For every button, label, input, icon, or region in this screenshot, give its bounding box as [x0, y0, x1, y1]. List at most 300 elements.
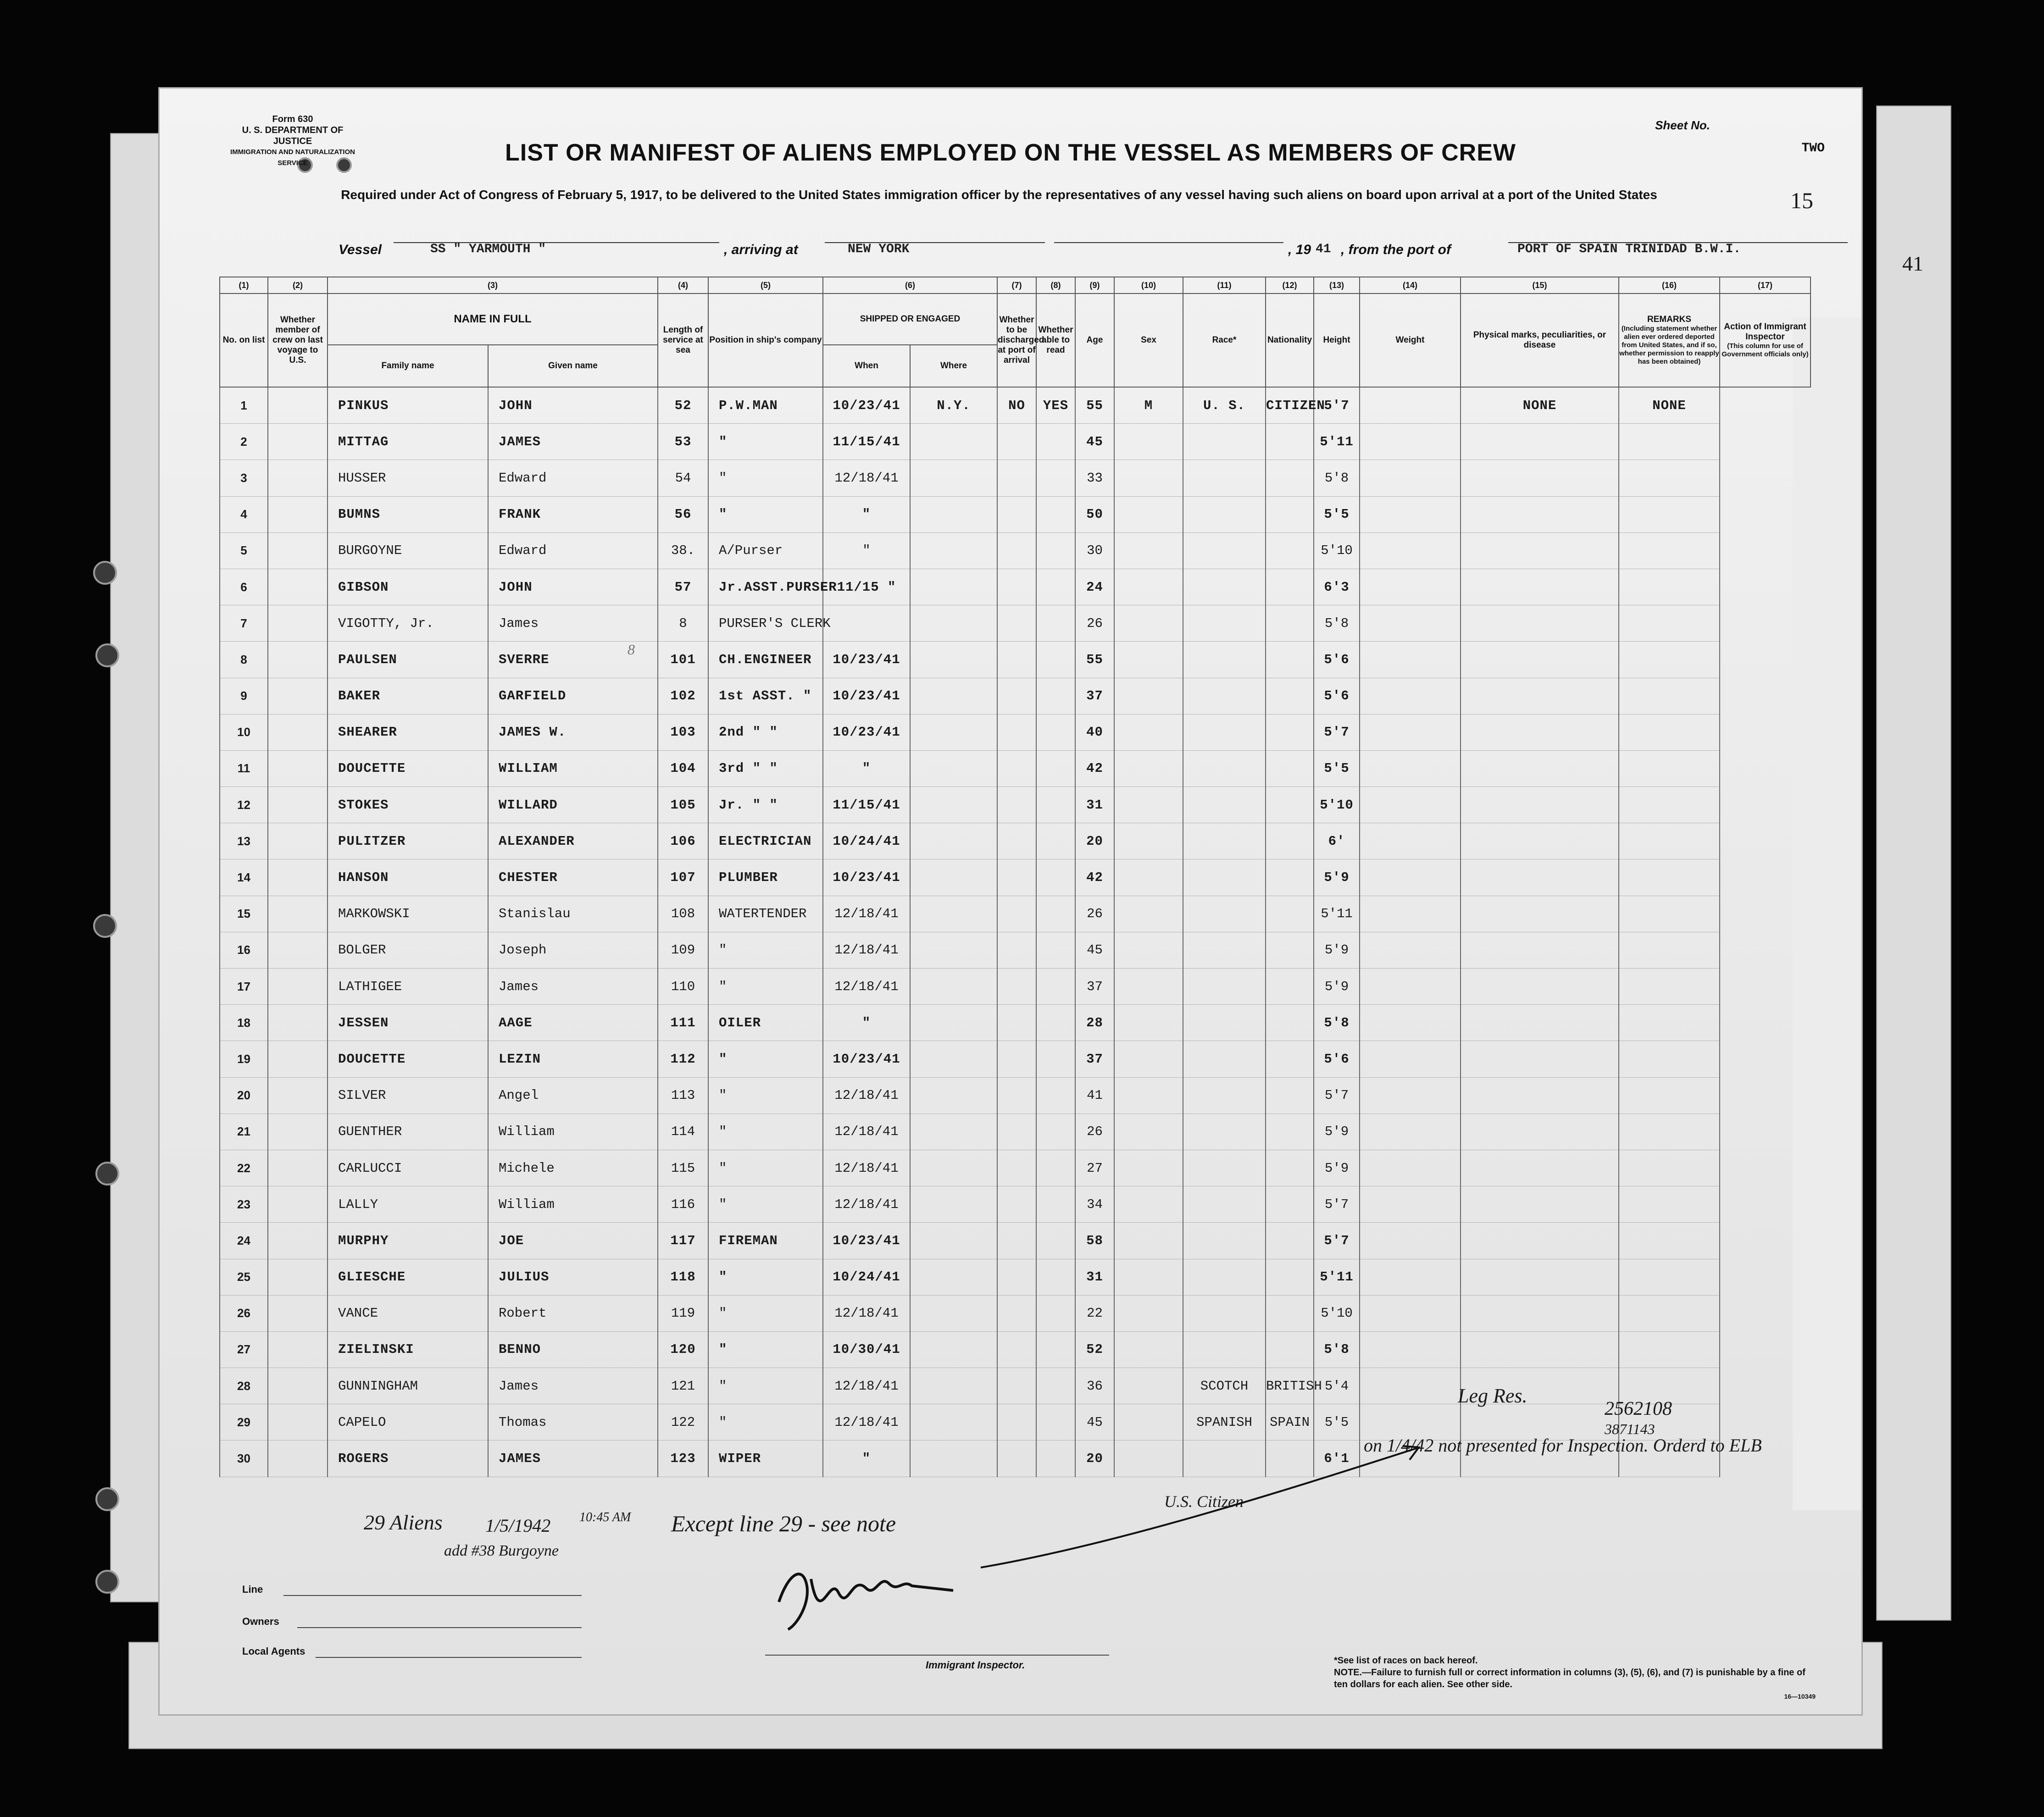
cell-sex	[1114, 714, 1183, 750]
cell-when: 10/24/41	[823, 1259, 910, 1295]
cell-given: JAMES W.	[488, 714, 658, 750]
cell-age: 36	[1075, 1368, 1114, 1404]
cell-family: ROGERS	[328, 1440, 488, 1477]
cell-discharged	[997, 678, 1036, 714]
table-row	[220, 387, 1811, 424]
cell-given: James	[488, 969, 658, 1005]
cell-where	[910, 1186, 997, 1223]
cell-nationality	[1266, 569, 1314, 605]
cell-member	[268, 823, 328, 859]
cell-member	[268, 460, 328, 496]
header-physical-marks: Physical marks, peculiarities, or disease	[1461, 294, 1619, 387]
cell-race	[1183, 1041, 1266, 1077]
cell-where	[910, 532, 997, 569]
table-row	[220, 750, 1811, 787]
cell-nationality	[1266, 932, 1314, 968]
header-height: Height	[1314, 294, 1360, 387]
cell-weight	[1360, 569, 1461, 605]
cell-family: VIGOTTY, Jr.	[328, 605, 488, 642]
cell-read	[1036, 859, 1075, 896]
page-title: LIST OR MANIFEST OF ALIENS EMPLOYED ON THE VESSEL AS MEMBERS OF CREW	[505, 139, 1516, 166]
cell-given: James	[488, 605, 658, 642]
cell-given: William	[488, 1113, 658, 1150]
cell-no: 5	[220, 532, 268, 569]
cell-given: JOHN	[488, 569, 658, 605]
punch-hole	[95, 1487, 119, 1511]
cell-when	[823, 605, 910, 642]
cell-age: 22	[1075, 1295, 1114, 1331]
cell-nationality	[1266, 424, 1314, 460]
sheet-label: Sheet No.	[1655, 118, 1710, 132]
cell-member	[268, 642, 328, 678]
cell-member	[268, 750, 328, 787]
cell-member	[268, 1077, 328, 1113]
cell-service: 101	[658, 642, 708, 678]
cell-race	[1183, 532, 1266, 569]
cell-weight	[1360, 1077, 1461, 1113]
cell-sex	[1114, 1005, 1183, 1041]
cell-marks	[1461, 823, 1619, 859]
punch-hole	[93, 561, 117, 585]
cell-nationality	[1266, 969, 1314, 1005]
cell-position: "	[708, 1295, 823, 1331]
table-row	[220, 823, 1811, 859]
header-race: Race*	[1183, 294, 1266, 387]
table-row	[220, 859, 1811, 896]
cell-service: 113	[658, 1077, 708, 1113]
cell-height: 5'9	[1314, 1150, 1360, 1186]
cell-height: 5'7	[1314, 1223, 1360, 1259]
cell-weight	[1360, 859, 1461, 896]
cell-when: 10/23/41	[823, 387, 910, 424]
cell-age: 26	[1075, 605, 1114, 642]
cell-age: 24	[1075, 569, 1114, 605]
cell-weight	[1360, 714, 1461, 750]
cell-service: 56	[658, 496, 708, 532]
cell-remarks	[1619, 1259, 1720, 1295]
cell-service: 104	[658, 750, 708, 787]
cell-height: 5'11	[1314, 424, 1360, 460]
cell-remarks	[1619, 532, 1720, 569]
cell-height: 5'8	[1314, 605, 1360, 642]
cell-position: P.W.MAN	[708, 387, 823, 424]
cell-age: 27	[1075, 1150, 1114, 1186]
cell-family: PAULSEN	[328, 642, 488, 678]
column-number-row	[220, 277, 1811, 294]
cell-when: "	[823, 496, 910, 532]
cell-family: GLIESCHE	[328, 1259, 488, 1295]
cell-service: 102	[658, 678, 708, 714]
cell-height: 5'7	[1314, 714, 1360, 750]
cell-member	[268, 569, 328, 605]
cell-read	[1036, 1404, 1075, 1440]
cell-member	[268, 932, 328, 968]
cell-discharged	[997, 1041, 1036, 1077]
cell-read	[1036, 1077, 1075, 1113]
cell-where	[910, 1368, 997, 1404]
cell-weight	[1360, 387, 1461, 424]
cell-age: 37	[1075, 1041, 1114, 1077]
cell-family: STOKES	[328, 787, 488, 823]
cell-position: "	[708, 969, 823, 1005]
cell-remarks: NONE	[1619, 387, 1720, 424]
cell-no: 27	[220, 1331, 268, 1368]
cell-when: 10/23/41	[823, 678, 910, 714]
cell-when: 10/24/41	[823, 823, 910, 859]
cell-weight	[1360, 896, 1461, 932]
cell-member	[268, 387, 328, 424]
cell-position: 1st ASST. "	[708, 678, 823, 714]
cell-member	[268, 1005, 328, 1041]
cell-when: 12/18/41	[823, 1150, 910, 1186]
cell-marks	[1461, 642, 1619, 678]
cell-no: 22	[220, 1150, 268, 1186]
table-row	[220, 1041, 1811, 1077]
table-row	[220, 969, 1811, 1005]
cell-member	[268, 532, 328, 569]
cell-when: 10/23/41	[823, 1041, 910, 1077]
owners-underline	[297, 1627, 582, 1628]
cell-when: 12/18/41	[823, 1404, 910, 1440]
header-position: Position in ship's company	[708, 294, 823, 387]
form-number: Form 630 U. S. DEPARTMENT OF JUSTICE IMMIGRATION AND NATURALIZATION SERVICE	[230, 114, 355, 167]
cell-sex	[1114, 1077, 1183, 1113]
cell-no: 7	[220, 605, 268, 642]
cell-remarks	[1619, 1113, 1720, 1150]
cell-when: 10/23/41	[823, 642, 910, 678]
col-num: (14)	[1360, 277, 1461, 294]
cell-read	[1036, 714, 1075, 750]
cell-given: Angel	[488, 1077, 658, 1113]
cell-where	[910, 932, 997, 968]
header-whether-member: Whether member of crew on last voyage to U.S.	[268, 294, 328, 387]
table-body	[220, 387, 1811, 1477]
cell-height: 5'5	[1314, 750, 1360, 787]
table-row	[220, 1223, 1811, 1259]
cell-weight	[1360, 750, 1461, 787]
col-num: (12)	[1266, 277, 1314, 294]
cell-family: ZIELINSKI	[328, 1331, 488, 1368]
cell-marks	[1461, 605, 1619, 642]
cell-nationality	[1266, 1150, 1314, 1186]
cell-given: BENNO	[488, 1331, 658, 1368]
cell-family: BUMNS	[328, 496, 488, 532]
cell-where	[910, 424, 997, 460]
cell-family: HUSSER	[328, 460, 488, 496]
time-note: 10:45 AM	[579, 1510, 631, 1524]
cell-given: FRANK	[488, 496, 658, 532]
manifest-page	[158, 87, 1923, 1716]
cell-nationality	[1266, 1295, 1314, 1331]
cell-marks	[1461, 1150, 1619, 1186]
year-prefix: , 19	[1288, 242, 1311, 257]
cell-age: 40	[1075, 714, 1114, 750]
arriving-value: NEW YORK	[848, 242, 910, 256]
col-num: (8)	[1036, 277, 1075, 294]
cell-given: James	[488, 1368, 658, 1404]
vessel-label: Vessel	[339, 242, 382, 257]
cell-age: 45	[1075, 1404, 1114, 1440]
cell-remarks	[1619, 569, 1720, 605]
cell-position: WATERTENDER	[708, 896, 823, 932]
cell-service: 116	[658, 1186, 708, 1223]
cell-family: JESSEN	[328, 1005, 488, 1041]
cell-weight	[1360, 678, 1461, 714]
cell-race	[1183, 1295, 1266, 1331]
cell-nationality: BRITISH	[1266, 1368, 1314, 1404]
punch-hole	[95, 643, 119, 667]
cell-weight	[1360, 969, 1461, 1005]
cell-nationality	[1266, 678, 1314, 714]
cell-no: 26	[220, 1295, 268, 1331]
cell-where	[910, 569, 997, 605]
cell-height: 5'9	[1314, 859, 1360, 896]
cell-height: 5'6	[1314, 678, 1360, 714]
cell-nationality	[1266, 859, 1314, 896]
cell-service: 114	[658, 1113, 708, 1150]
cell-marks	[1461, 496, 1619, 532]
cell-no: 4	[220, 496, 268, 532]
cell-weight	[1360, 424, 1461, 460]
cell-discharged	[997, 642, 1036, 678]
cell-no: 28	[220, 1368, 268, 1404]
cell-family: PINKUS	[328, 387, 488, 424]
cell-no: 11	[220, 750, 268, 787]
cell-family: VANCE	[328, 1295, 488, 1331]
col-num: (16)	[1619, 277, 1720, 294]
cell-nationality	[1266, 1259, 1314, 1295]
cell-when: 12/18/41	[823, 1368, 910, 1404]
cell-nationality	[1266, 532, 1314, 569]
cell-no: 24	[220, 1223, 268, 1259]
cell-family: CARLUCCI	[328, 1150, 488, 1186]
cell-discharged	[997, 1259, 1036, 1295]
cell-age: 31	[1075, 787, 1114, 823]
cell-age: 31	[1075, 1259, 1114, 1295]
cell-race	[1183, 1150, 1266, 1186]
cell-race	[1183, 1186, 1266, 1223]
cell-age: 30	[1075, 532, 1114, 569]
cell-marks	[1461, 1186, 1619, 1223]
table-row	[220, 1368, 1811, 1404]
cell-sex	[1114, 1150, 1183, 1186]
cell-race	[1183, 1331, 1266, 1368]
cell-when: "	[823, 750, 910, 787]
cell-position: "	[708, 1259, 823, 1295]
cell-where	[910, 823, 997, 859]
count-note: 29 Aliens	[364, 1511, 443, 1534]
cell-remarks	[1619, 1331, 1720, 1368]
cell-position: "	[708, 1404, 823, 1440]
cell-weight	[1360, 787, 1461, 823]
cell-age: 20	[1075, 1440, 1114, 1477]
cell-race	[1183, 1223, 1266, 1259]
cell-family: PULITZER	[328, 823, 488, 859]
except-note: Except line 29 - see note	[671, 1511, 896, 1536]
owners-label: Owners	[242, 1616, 279, 1627]
cell-position: "	[708, 1077, 823, 1113]
cell-member	[268, 1259, 328, 1295]
cell-no: 3	[220, 460, 268, 496]
from-underline	[1508, 242, 1848, 243]
cell-position: Jr.ASST.PURSER	[708, 569, 823, 605]
cell-nationality: SPAIN	[1266, 1404, 1314, 1440]
col-num: (7)	[997, 277, 1036, 294]
cell-weight	[1360, 460, 1461, 496]
crew-manifest-table	[219, 277, 1811, 1477]
col-num: (1)	[220, 277, 268, 294]
cell-no: 13	[220, 823, 268, 859]
cell-read	[1036, 1259, 1075, 1295]
cell-service: 109	[658, 932, 708, 968]
cell-marks	[1461, 932, 1619, 968]
cell-member	[268, 1331, 328, 1368]
cell-no: 20	[220, 1077, 268, 1113]
cell-member	[268, 605, 328, 642]
cell-no: 8	[220, 642, 268, 678]
cell-weight	[1360, 1041, 1461, 1077]
cell-race	[1183, 896, 1266, 932]
cell-age: 45	[1075, 424, 1114, 460]
cell-remarks	[1619, 642, 1720, 678]
cell-age: 33	[1075, 460, 1114, 496]
cell-no: 10	[220, 714, 268, 750]
cell-race	[1183, 1259, 1266, 1295]
cell-member	[268, 1223, 328, 1259]
cell-sex	[1114, 896, 1183, 932]
cell-sex	[1114, 460, 1183, 496]
cell-height: 5'7	[1314, 387, 1360, 424]
cell-read	[1036, 932, 1075, 968]
cell-height: 5'11	[1314, 896, 1360, 932]
cell-sex	[1114, 605, 1183, 642]
cell-family: HANSON	[328, 859, 488, 896]
table-row	[220, 1186, 1811, 1223]
table-row	[220, 605, 1811, 642]
cell-when: "	[823, 1005, 910, 1041]
not-presented-note: on 1/4/42 not presented for Inspection. Orderd to ELB	[1364, 1435, 1762, 1456]
cell-discharged	[997, 1295, 1036, 1331]
cell-no: 2	[220, 424, 268, 460]
cell-when: 12/18/41	[823, 1113, 910, 1150]
cell-remarks	[1619, 496, 1720, 532]
cell-weight	[1360, 1259, 1461, 1295]
header-length-service: Length of service at sea	[658, 294, 708, 387]
cell-remarks	[1619, 460, 1720, 496]
cell-member	[268, 678, 328, 714]
cell-weight	[1360, 1113, 1461, 1150]
agents-label: Local Agents	[242, 1645, 305, 1657]
cell-height: 5'7	[1314, 1186, 1360, 1223]
cell-given: GARFIELD	[488, 678, 658, 714]
cell-no: 17	[220, 969, 268, 1005]
cell-marks	[1461, 859, 1619, 896]
header-row-1	[220, 294, 1811, 345]
row-mark: 8	[628, 641, 635, 658]
date-underline	[1054, 242, 1283, 243]
cell-family: BURGOYNE	[328, 532, 488, 569]
cell-read	[1036, 569, 1075, 605]
cell-discharged	[997, 460, 1036, 496]
vessel-line	[339, 242, 1852, 260]
cell-sex	[1114, 532, 1183, 569]
cell-no: 25	[220, 1259, 268, 1295]
cell-given: JOHN	[488, 387, 658, 424]
cell-when: 12/18/41	[823, 1077, 910, 1113]
cell-position: "	[708, 1331, 823, 1368]
cell-sex	[1114, 569, 1183, 605]
punch-hole	[93, 914, 117, 938]
cell-when: "	[823, 532, 910, 569]
cell-discharged	[997, 496, 1036, 532]
cell-where	[910, 1041, 997, 1077]
cell-remarks	[1619, 605, 1720, 642]
cell-sex	[1114, 859, 1183, 896]
from-value: PORT OF SPAIN TRINIDAD B.W.I.	[1517, 242, 1741, 256]
cell-sex	[1114, 1113, 1183, 1150]
side-number: 41	[1902, 252, 1923, 275]
cell-marks	[1461, 678, 1619, 714]
cell-height: 6'3	[1314, 569, 1360, 605]
cell-remarks	[1619, 1223, 1720, 1259]
cell-weight	[1360, 1150, 1461, 1186]
line-label: Line	[242, 1584, 263, 1595]
cell-nationality	[1266, 896, 1314, 932]
cell-given: Thomas	[488, 1404, 658, 1440]
cell-where	[910, 969, 997, 1005]
header-name-in-full: NAME IN FULL	[328, 294, 658, 345]
cell-given: William	[488, 1186, 658, 1223]
cell-where	[910, 1077, 997, 1113]
cell-sex	[1114, 1186, 1183, 1223]
footnote	[1334, 1655, 1816, 1702]
cell-when: 11/15 "	[823, 569, 910, 605]
table-row	[220, 532, 1811, 569]
cell-service: 8	[658, 605, 708, 642]
cell-marks	[1461, 750, 1619, 787]
cell-no: 30	[220, 1440, 268, 1477]
cell-discharged	[997, 1077, 1036, 1113]
cell-family: CAPELO	[328, 1404, 488, 1440]
cell-marks	[1461, 1331, 1619, 1368]
cell-when: 10/23/41	[823, 714, 910, 750]
cell-remarks	[1619, 1186, 1720, 1223]
cell-race	[1183, 932, 1266, 968]
cell-weight	[1360, 1223, 1461, 1259]
cell-discharged	[997, 859, 1036, 896]
cell-race	[1183, 1113, 1266, 1150]
table-row	[220, 1259, 1811, 1295]
inspector-label: Immigrant Inspector.	[926, 1659, 1025, 1671]
cell-marks	[1461, 1005, 1619, 1041]
cell-discharged	[997, 932, 1036, 968]
cell-sex	[1114, 1368, 1183, 1404]
cell-discharged	[997, 1186, 1036, 1223]
cell-no: 14	[220, 859, 268, 896]
cell-member	[268, 1368, 328, 1404]
cell-discharged	[997, 969, 1036, 1005]
cell-race	[1183, 969, 1266, 1005]
cell-sex	[1114, 1041, 1183, 1077]
cell-where	[910, 896, 997, 932]
cell-where	[910, 714, 997, 750]
cell-remarks	[1619, 969, 1720, 1005]
cell-read	[1036, 1113, 1075, 1150]
cell-when: 10/23/41	[823, 859, 910, 896]
cell-height: 5'5	[1314, 1404, 1360, 1440]
cell-age: 55	[1075, 387, 1114, 424]
cell-marks: NONE	[1461, 387, 1619, 424]
